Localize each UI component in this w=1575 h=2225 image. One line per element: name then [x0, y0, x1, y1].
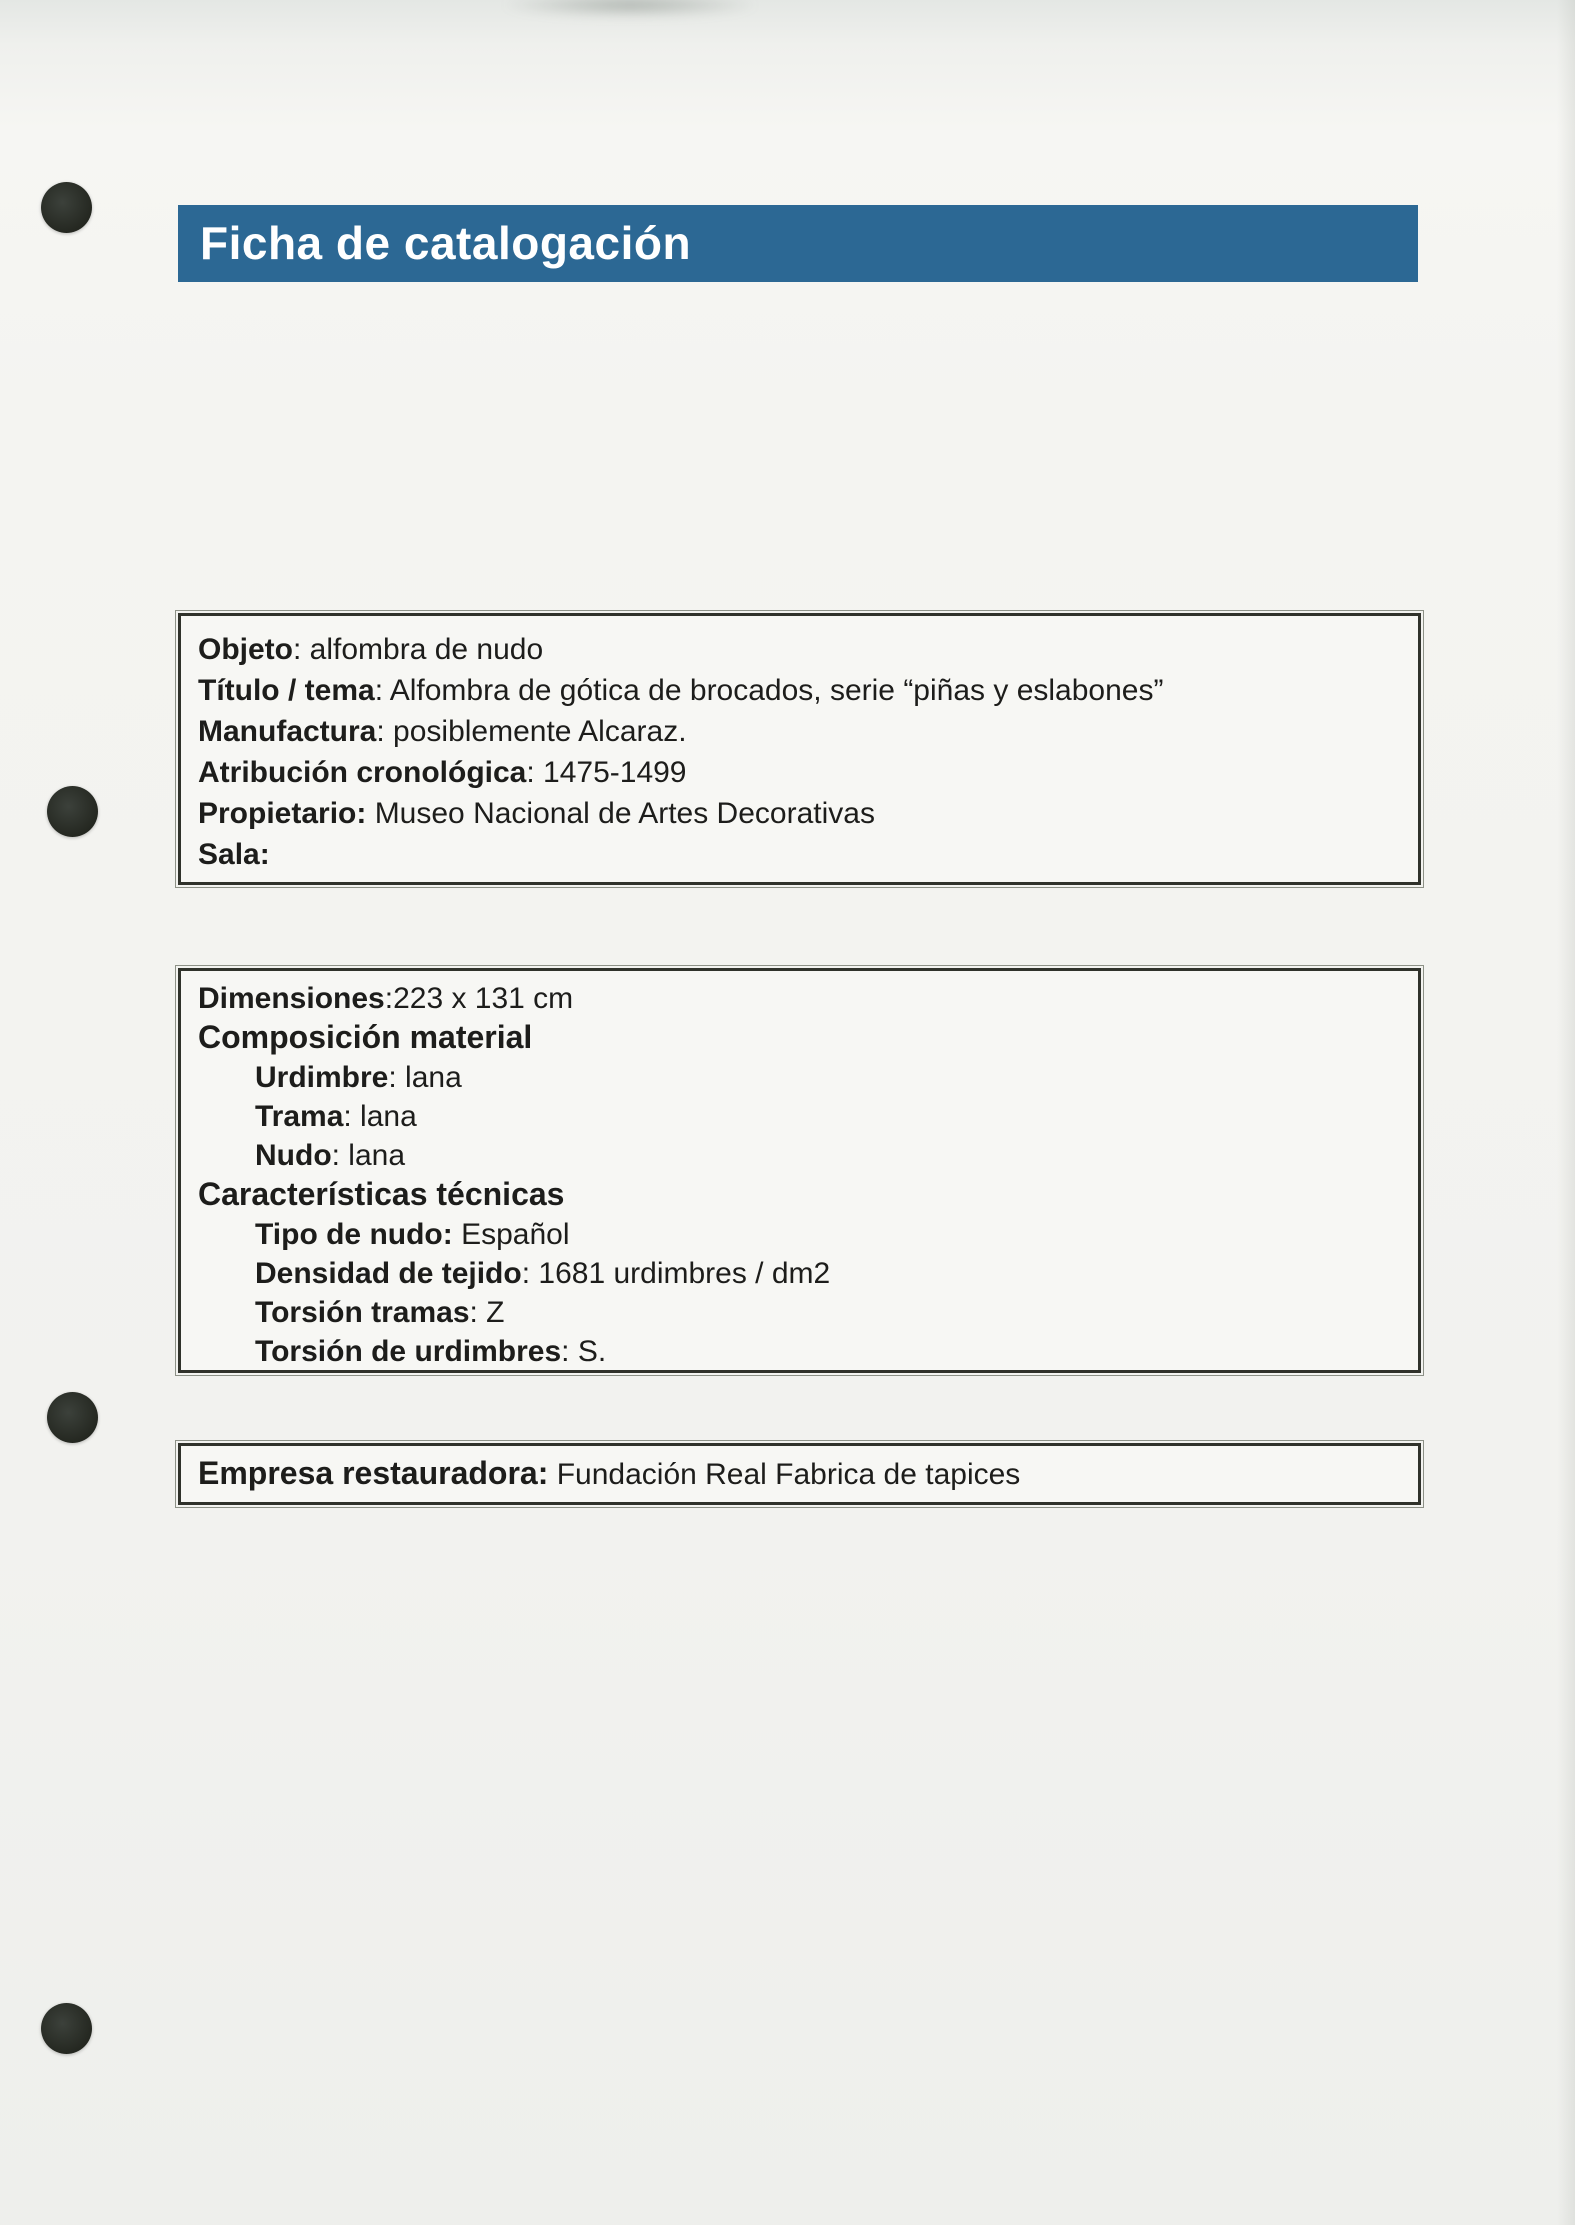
field-sala: [198, 834, 1400, 875]
scan-shadow-top: [500, 0, 760, 18]
restorer-box: [178, 1443, 1421, 1505]
section-heading: Características técnicas: [198, 1176, 565, 1212]
field-label: Urdimbre: [255, 1061, 389, 1094]
field-atribucion-cronologica: [198, 752, 1400, 793]
section-heading: Composición material: [198, 1019, 533, 1055]
field-tipo-de-nudo: [198, 1215, 1400, 1254]
field-value: : Z: [469, 1296, 505, 1329]
field-label: Sala:: [198, 838, 270, 871]
hole-punch: [41, 182, 92, 233]
field-value: Fundación Real Fabrica de tapices: [548, 1458, 1021, 1491]
field-label: Atribución cronológica: [198, 756, 527, 789]
field-label: Objeto: [198, 633, 293, 666]
field-value: : 1681 urdimbres / dm2: [521, 1257, 831, 1290]
field-urdimbre: [198, 1058, 1400, 1097]
field-nudo: [198, 1136, 1400, 1175]
field-label: Título / tema: [198, 674, 375, 707]
field-value: : Alfombra de gótica de brocados, serie “piñas y eslabones”: [374, 674, 1164, 707]
field-label: Propietario:: [198, 797, 367, 830]
hole-punch: [47, 786, 98, 837]
field-titulo-tema: [198, 670, 1400, 711]
heading-caracteristicas-tecnicas: [198, 1175, 1400, 1215]
field-value: Museo Nacional de Artes Decorativas: [366, 797, 875, 830]
field-label: Tipo de nudo:: [255, 1218, 453, 1251]
field-label: Nudo: [255, 1139, 332, 1172]
field-label: Torsión de urdimbres: [255, 1335, 562, 1368]
hole-punch: [47, 1392, 98, 1443]
field-torsion-de-urdimbres: [198, 1332, 1400, 1371]
field-torsion-tramas: [198, 1293, 1400, 1332]
field-trama: [198, 1097, 1400, 1136]
field-value: : posiblemente Alcaraz.: [376, 715, 687, 748]
heading-composicion-material: [198, 1018, 1400, 1058]
field-objeto: [198, 629, 1400, 670]
page-title: Ficha de catalogación: [200, 217, 692, 269]
field-label: Manufactura: [198, 715, 377, 748]
field-value: : lana: [331, 1139, 406, 1172]
title-bar: [178, 205, 1418, 282]
field-dimensiones: [198, 979, 1400, 1018]
field-manufactura: [198, 711, 1400, 752]
field-densidad-de-tejido: [198, 1254, 1400, 1293]
technical-box: [178, 968, 1421, 1373]
identification-box: [178, 613, 1421, 885]
field-label: Torsión tramas: [255, 1296, 470, 1329]
field-value: : alfombra de nudo: [293, 633, 544, 666]
hole-punch: [41, 2003, 92, 2054]
field-label: Densidad de tejido: [255, 1257, 522, 1290]
field-value: : 1475-1499: [526, 756, 687, 789]
field-value: : S.: [561, 1335, 607, 1368]
field-label: Empresa restauradora:: [198, 1455, 549, 1491]
field-value: : lana: [343, 1100, 417, 1133]
field-empresa-restauradora: [198, 1453, 1020, 1495]
field-value: :223 x 131 cm: [384, 982, 574, 1015]
field-label: Trama: [255, 1100, 344, 1133]
field-value: : lana: [388, 1061, 462, 1094]
field-propietario: [198, 793, 1400, 834]
field-value: Español: [452, 1218, 570, 1251]
scan-shadow-right: [1557, 0, 1575, 2225]
field-label: Dimensiones: [198, 982, 385, 1015]
